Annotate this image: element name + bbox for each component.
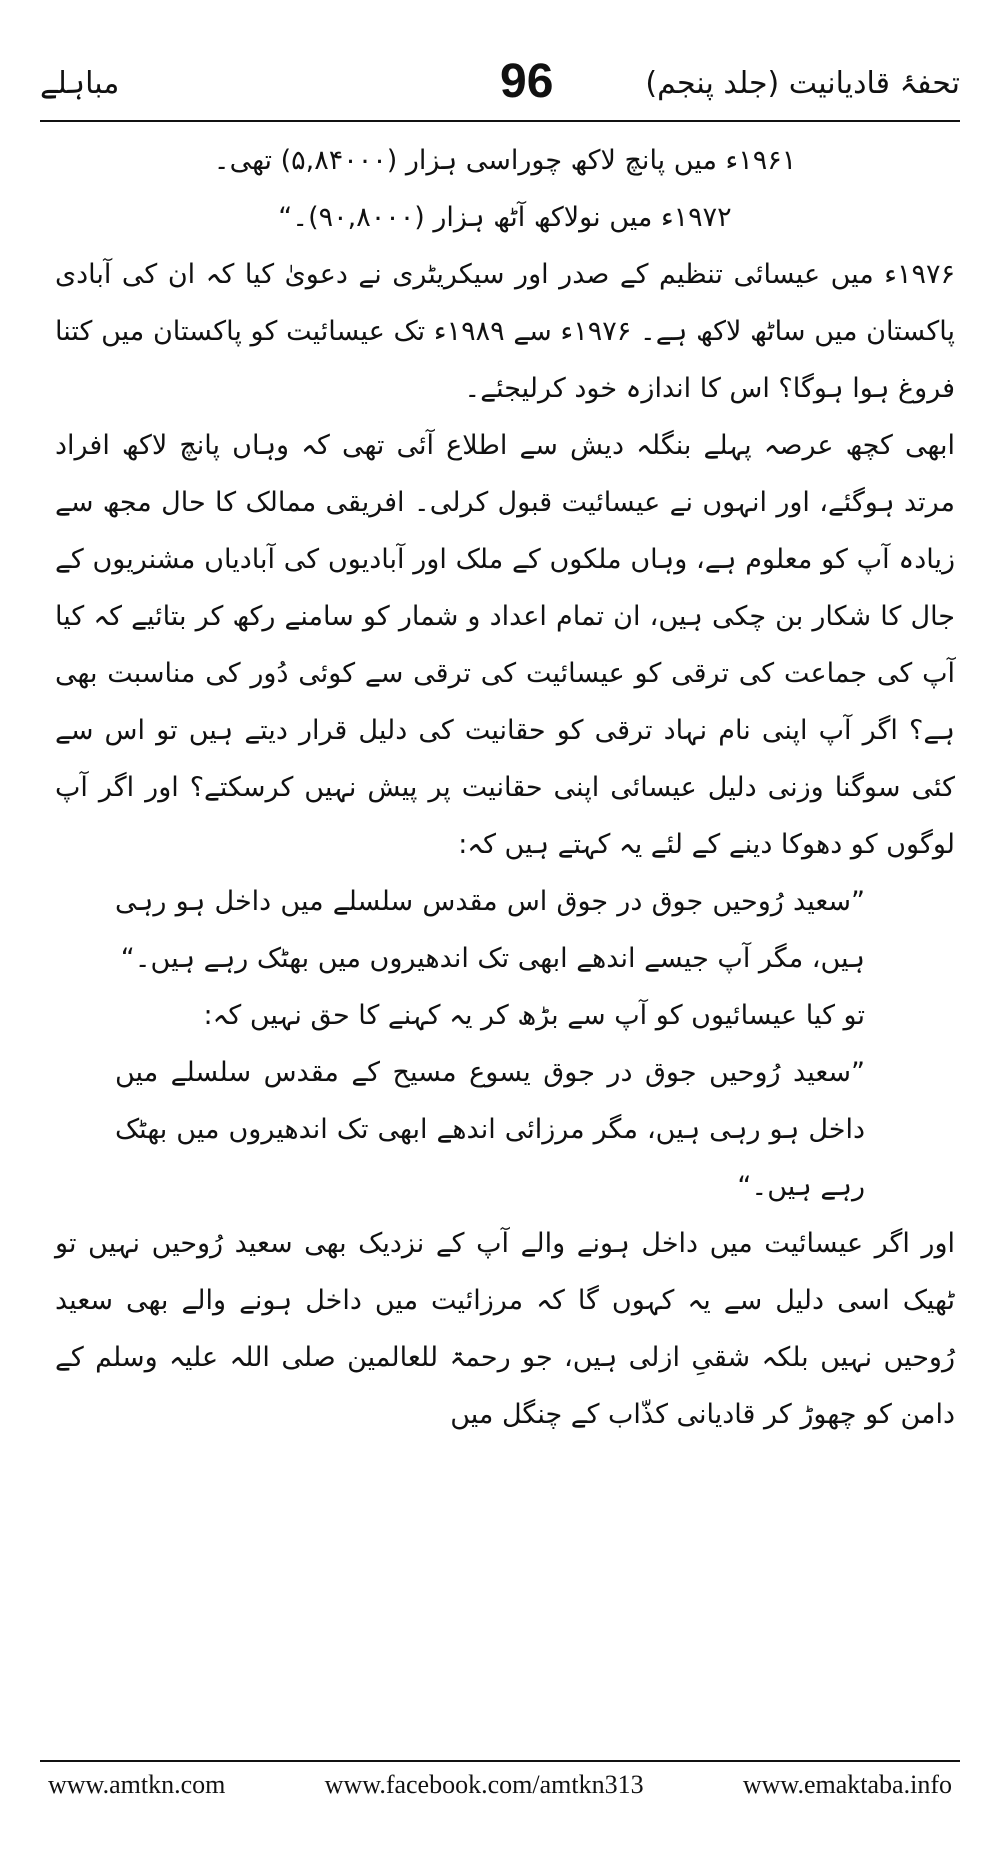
footer-link-amtkn[interactable]: www.amtkn.com bbox=[48, 1770, 226, 1799]
stat-line-1972: ۱۹۷۲ء میں نولاکھ آٹھ ہزار (۹۰,۸۰۰۰)۔“ bbox=[278, 202, 732, 233]
block-quote-2: ”سعید رُوحیں جوق در جوق یسوع مسیح کے مقدس سلسلے میں داخل ہو رہی ہیں، مگر مرزائی اندھے ابھی تک اندھیروں میں بھٹک رہے ہیں۔“ bbox=[115, 1057, 865, 1202]
footer-link-emaktaba[interactable]: www.emaktaba.info bbox=[742, 1770, 952, 1799]
footer-link-facebook[interactable]: www.facebook.com/amtkn313 bbox=[324, 1770, 644, 1799]
footer-divider bbox=[40, 1760, 960, 1762]
block-quote-1: ”سعید رُوحیں جوق در جوق اس مقدس سلسلے میں داخل ہو رہی ہیں، مگر آپ جیسے اندھے ابھی تک اندھیروں میں بھٹک رہے ہیں۔“ bbox=[115, 886, 865, 974]
paragraph-3: تو کیا عیسائیوں کو آپ سے بڑھ کر یہ کہنے کا حق نہیں کہ: bbox=[203, 1000, 865, 1031]
page-footer bbox=[48, 1770, 952, 1810]
section-title: مباہلے bbox=[40, 66, 120, 101]
page-header bbox=[40, 55, 960, 118]
page-body bbox=[55, 132, 955, 1443]
page-number: 96 bbox=[500, 55, 554, 108]
paragraph-1: ۱۹۷۶ء میں عیسائی تنظیم کے صدر اور سیکریٹری نے دعویٰ کیا کہ ان کی آبادی پاکستان میں ساٹھ لاکھ ہے۔ ۱۹۷۶ء سے ۱۹۸۹ء تک عیسائیت کو پاکستان میں کتنا فروغ ہوا ہوگا؟ اس کا اندازہ خود کرلیجئے۔ bbox=[55, 259, 955, 404]
header-divider bbox=[40, 120, 960, 122]
paragraph-2: ابھی کچھ عرصہ پہلے بنگلہ دیش سے اطلاع آئی تھی کہ وہاں پانچ لاکھ افراد مرتد ہوگئے، اور انہوں نے عیسائیت قبول کرلی۔ افریقی ممالک کا حال مجھ سے زیادہ آپ کو معلوم ہے، وہاں ملکوں کے ملک اور آبادیوں کی آبادیاں مشنریوں کے جال کا شکار بن چکی ہیں، ان تمام اعداد و شمار کو سامنے رکھ کر بتائیے کہ کیا آپ کی جماعت کی ترقی کو عیسائیت کی ترقی سے کوئی دُور کی مناسبت بھی ہے؟ اگر آپ اپنی نام نہاد ترقی کو حقانیت کی دلیل قرار دیتے ہیں تو اس سے کئی سوگنا وزنی دلیل عیسائی اپنی حقانیت پر پیش نہیں کرسکتے؟ اور اگر آپ لوگوں کو دھوکا دینے کے لئے یہ کہتے ہیں کہ: bbox=[55, 430, 955, 860]
stat-line-1961: ۱۹۶۱ء میں پانچ لاکھ چوراسی ہزار (۵,۸۴۰۰۰) تھی۔ bbox=[213, 145, 797, 176]
book-title: تحفۂ قادیانیت (جلد پنجم) bbox=[645, 66, 960, 101]
paragraph-4: اور اگر عیسائیت میں داخل ہونے والے آپ کے نزدیک بھی سعید رُوحیں نہیں تو ٹھیک اسی دلیل سے یہ کہوں گا کہ مرزائیت میں داخل ہونے والے بھی سعید رُوحیں نہیں بلکہ شقیِ ازلی ہیں، جو رحمۃ للعالمین صلی اللہ علیہ وسلم کے دامن کو چھوڑ کر قادیانی کذّاب کے چنگل میں bbox=[55, 1228, 955, 1430]
